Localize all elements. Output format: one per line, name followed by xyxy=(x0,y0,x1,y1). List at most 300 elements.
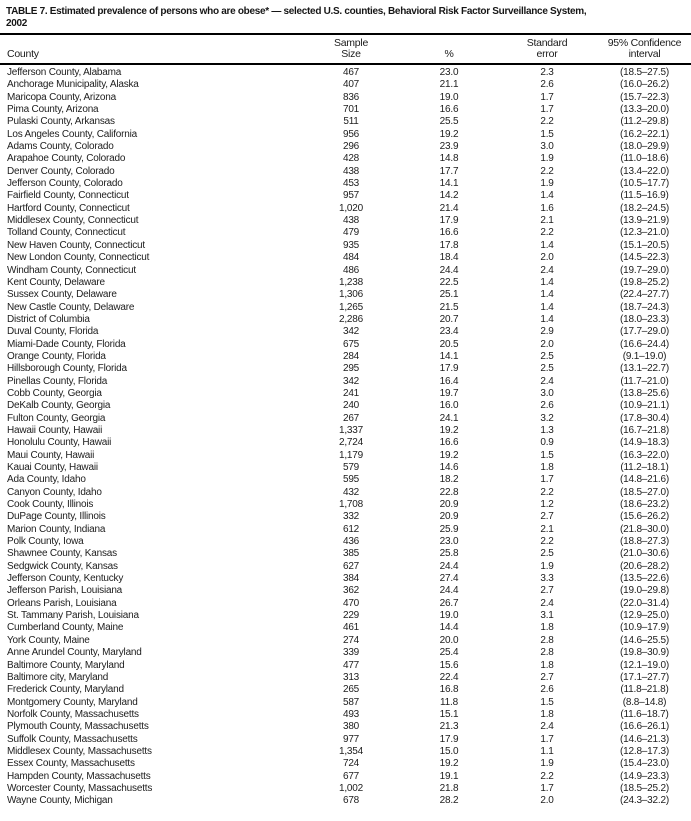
sample-size-cell: 477 xyxy=(342,659,360,671)
confidence-interval-cell: (10.5–17.7) xyxy=(620,178,669,190)
sample-size-cell: 229 xyxy=(342,610,360,622)
table-row xyxy=(0,400,691,412)
percent-cell: 14.4 xyxy=(439,622,459,634)
standard-error-cell: 2.2 xyxy=(540,486,554,498)
table-row xyxy=(0,203,691,215)
standard-error-cell: 2.9 xyxy=(540,326,554,338)
standard-error-cell: 1.4 xyxy=(540,239,554,251)
county-cell: Cook County, Illinois xyxy=(7,499,94,511)
table-title-line1: TABLE 7. Estimated prevalence of persons who are obese* — selected U.S. counties, Behavioral Risk Factor Surveillance System, xyxy=(6,6,587,17)
county-cell: Orange County, Florida xyxy=(7,350,106,362)
percent-cell: 16.8 xyxy=(439,684,459,696)
table-row xyxy=(0,474,691,486)
table-row xyxy=(0,758,691,770)
percent-cell: 19.2 xyxy=(439,449,459,461)
sample-size-cell: 675 xyxy=(342,338,360,350)
table-row xyxy=(0,783,691,795)
county-cell: Jefferson County, Kentucky xyxy=(7,573,124,585)
percent-cell: 24.1 xyxy=(439,412,459,424)
percent-cell: 17.7 xyxy=(439,165,459,177)
table-row xyxy=(0,178,691,190)
standard-error-cell: 2.2 xyxy=(540,770,554,782)
sample-size-cell: 677 xyxy=(342,770,360,782)
standard-error-cell: 2.4 xyxy=(540,264,554,276)
county-cell: New London County, Connecticut xyxy=(7,252,150,264)
table-row xyxy=(0,462,691,474)
county-cell: Hawaii County, Hawaii xyxy=(7,424,103,436)
sample-size-cell: 678 xyxy=(342,795,360,807)
table-row xyxy=(0,104,691,116)
confidence-interval-cell: (21.8–30.0) xyxy=(620,523,669,535)
table-row xyxy=(0,721,691,733)
confidence-interval-cell: (20.6–28.2) xyxy=(620,560,669,572)
table-row xyxy=(0,277,691,289)
county-cell: Pinellas County, Florida xyxy=(7,375,108,387)
percent-cell: 14.1 xyxy=(439,350,459,362)
percent-cell: 20.0 xyxy=(439,634,459,646)
county-cell: Kauai County, Hawaii xyxy=(7,462,98,473)
sample-size-cell: 595 xyxy=(342,474,360,486)
county-cell: New Haven County, Connecticut xyxy=(7,239,145,251)
confidence-interval-cell: (11.0–18.6) xyxy=(620,153,669,165)
confidence-interval-cell: (18.7–24.3) xyxy=(620,301,669,313)
table-row xyxy=(0,647,691,659)
table-row xyxy=(0,129,691,141)
standard-error-cell: 1.5 xyxy=(540,696,554,708)
sample-size-cell: 461 xyxy=(342,622,360,634)
standard-error-column-header: Standard error xyxy=(496,34,598,64)
confidence-interval-cell: (15.6–26.2) xyxy=(620,511,669,523)
standard-error-cell: 2.4 xyxy=(540,597,554,609)
percent-cell: 25.9 xyxy=(439,523,459,535)
sample-size-cell: 484 xyxy=(342,252,360,264)
standard-error-cell: 3.1 xyxy=(540,610,554,622)
sample-size-cell: 342 xyxy=(342,375,360,387)
table-row xyxy=(0,376,691,388)
sample-size-cell: 313 xyxy=(342,671,360,683)
county-cell: Jefferson Parish, Louisiana xyxy=(7,585,123,597)
sample-size-cell: 1,002 xyxy=(338,782,364,794)
confidence-interval-cell: (18.0–29.9) xyxy=(620,141,669,153)
confidence-interval-cell: (11.8–21.8) xyxy=(620,684,669,696)
sample-size-cell: 453 xyxy=(342,178,360,190)
standard-error-cell: 1.2 xyxy=(540,499,554,511)
standard-error-cell: 1.9 xyxy=(540,153,554,165)
standard-error-cell: 2.1 xyxy=(540,215,554,227)
percent-cell: 25.1 xyxy=(439,289,459,301)
county-cell: Jefferson County, Colorado xyxy=(7,178,123,190)
table-row xyxy=(0,153,691,165)
standard-error-cell: 3.0 xyxy=(540,141,554,153)
table-row xyxy=(0,660,691,672)
standard-error-cell: 2.1 xyxy=(540,523,554,535)
county-cell: District of Columbia xyxy=(7,313,90,325)
sample-size-cell: 836 xyxy=(342,91,360,103)
confidence-interval-cell: (16.6–24.4) xyxy=(620,338,669,350)
sample-size-cell: 956 xyxy=(342,128,360,140)
sample-size-cell: 385 xyxy=(342,548,360,560)
standard-error-cell: 3.0 xyxy=(540,387,554,399)
percent-cell: 21.3 xyxy=(439,721,459,733)
table-row xyxy=(0,240,691,252)
table-row xyxy=(0,622,691,634)
standard-error-cell: 1.7 xyxy=(540,474,554,486)
sample-size-cell: 1,708 xyxy=(338,499,364,511)
standard-error-cell: 2.8 xyxy=(540,647,554,659)
county-cell: Essex County, Massachusetts xyxy=(7,758,135,770)
table-row xyxy=(0,548,691,560)
county-cell: DuPage County, Illinois xyxy=(7,511,106,523)
table-row xyxy=(0,289,691,301)
confidence-interval-cell: (13.5–22.6) xyxy=(620,573,669,585)
table-row xyxy=(0,795,691,807)
standard-error-cell: 2.6 xyxy=(540,79,554,91)
county-cell: Norfolk County, Massachusetts xyxy=(7,708,139,720)
percent-cell: 19.2 xyxy=(439,758,459,770)
sample-size-cell: 935 xyxy=(342,239,360,251)
county-cell: Baltimore city, Maryland xyxy=(7,671,109,683)
confidence-interval-cell: (16.3–22.0) xyxy=(620,449,669,461)
standard-error-cell: 2.2 xyxy=(540,165,554,177)
sample-size-cell: 1,265 xyxy=(338,301,364,313)
county-cell: Fulton County, Georgia xyxy=(7,412,106,424)
county-cell: St. Tammany Parish, Louisiana xyxy=(7,610,139,622)
percent-cell: 17.9 xyxy=(439,733,459,745)
percent-cell: 19.2 xyxy=(439,424,459,436)
sample-size-cell: 467 xyxy=(342,67,360,78)
county-cell: Arapahoe County, Colorado xyxy=(7,153,126,165)
confidence-interval-cell: (17.8–30.4) xyxy=(620,412,669,424)
county-cell: Anne Arundel County, Maryland xyxy=(7,647,142,659)
standard-error-cell: 1.4 xyxy=(540,313,554,325)
table-row xyxy=(0,64,691,79)
percent-cell: 23.4 xyxy=(439,326,459,338)
county-cell: Jefferson County, Alabama xyxy=(7,67,122,78)
percent-cell: 26.7 xyxy=(439,597,459,609)
confidence-interval-cell: (11.5–16.9) xyxy=(620,190,669,202)
percent-cell: 21.4 xyxy=(439,202,459,214)
county-cell: Adams County, Colorado xyxy=(7,141,114,153)
percent-cell: 22.4 xyxy=(439,671,459,683)
percent-cell: 16.0 xyxy=(439,400,459,412)
table-body xyxy=(0,64,691,808)
percent-cell: 20.7 xyxy=(439,313,459,325)
confidence-interval-cell: (19.7–29.0) xyxy=(620,264,669,276)
table-row xyxy=(0,709,691,721)
sample-size-cell: 470 xyxy=(342,597,360,609)
confidence-interval-cell: (19.0–29.8) xyxy=(620,585,669,597)
table-row xyxy=(0,437,691,449)
table-row xyxy=(0,339,691,351)
confidence-interval-cell: (14.9–23.3) xyxy=(620,770,669,782)
standard-error-cell: 1.6 xyxy=(540,202,554,214)
confidence-interval-cell: (12.8–17.3) xyxy=(620,745,669,757)
table-row xyxy=(0,771,691,783)
county-cell: Maui County, Hawaii xyxy=(7,449,95,461)
county-cell: Suffolk County, Massachusetts xyxy=(7,733,138,745)
table-row xyxy=(0,79,691,91)
sample-size-cell: 579 xyxy=(342,462,360,473)
county-cell: Pima County, Arizona xyxy=(7,104,99,116)
percent-cell: 16.4 xyxy=(439,375,459,387)
standard-error-cell: 1.7 xyxy=(540,91,554,103)
standard-error-cell: 1.7 xyxy=(540,733,554,745)
standard-error-cell: 1.7 xyxy=(540,782,554,794)
confidence-interval-cell: (12.3–21.0) xyxy=(620,227,669,239)
county-cell: Duval County, Florida xyxy=(7,326,99,338)
standard-error-cell: 2.0 xyxy=(540,252,554,264)
prevalence-table xyxy=(0,33,691,808)
confidence-interval-cell: (24.3–32.2) xyxy=(620,795,669,807)
standard-error-cell: 2.6 xyxy=(540,684,554,696)
county-cell: Marion County, Indiana xyxy=(7,523,106,535)
table-row xyxy=(0,190,691,202)
confidence-interval-cell: (16.0–26.2) xyxy=(620,79,669,91)
county-column-header: County xyxy=(0,34,300,64)
percent-column-header: % xyxy=(402,34,496,64)
confidence-interval-cell: (12.1–19.0) xyxy=(620,659,669,671)
county-cell: Fairfield County, Connecticut xyxy=(7,190,129,202)
table-row xyxy=(0,499,691,511)
percent-cell: 19.1 xyxy=(439,770,459,782)
table-row xyxy=(0,302,691,314)
percent-cell: 21.1 xyxy=(439,79,459,91)
sample-size-cell: 295 xyxy=(342,363,360,375)
confidence-interval-cell: (18.5–27.0) xyxy=(620,486,669,498)
table-row xyxy=(0,734,691,746)
confidence-interval-cell: (11.2–18.1) xyxy=(620,462,669,473)
percent-cell: 15.6 xyxy=(439,659,459,671)
table-row xyxy=(0,511,691,523)
standard-error-cell: 2.7 xyxy=(540,585,554,597)
sample-size-cell: 977 xyxy=(342,733,360,745)
table-row xyxy=(0,672,691,684)
confidence-interval-cell: (11.7–21.0) xyxy=(620,375,669,387)
confidence-interval-cell: (14.6–21.3) xyxy=(620,733,669,745)
standard-error-cell: 2.2 xyxy=(540,116,554,128)
standard-error-cell: 2.4 xyxy=(540,721,554,733)
standard-error-cell: 2.7 xyxy=(540,511,554,523)
confidence-interval-cell: (16.2–22.1) xyxy=(620,128,669,140)
standard-error-cell: 3.3 xyxy=(540,573,554,585)
confidence-interval-cell: (15.4–23.0) xyxy=(620,758,669,770)
percent-cell: 14.8 xyxy=(439,153,459,165)
percent-cell: 14.2 xyxy=(439,190,459,202)
table-row xyxy=(0,326,691,338)
table-row xyxy=(0,425,691,437)
standard-error-cell: 1.1 xyxy=(540,745,554,757)
confidence-interval-cell: (16.7–21.8) xyxy=(620,424,669,436)
county-cell: Windham County, Connecticut xyxy=(7,264,136,276)
county-cell: Pulaski County, Arkansas xyxy=(7,116,115,128)
county-cell: Denver County, Colorado xyxy=(7,165,115,177)
confidence-interval-cell: (9.1–19.0) xyxy=(622,350,667,362)
sample-size-cell: 407 xyxy=(342,79,360,91)
percent-cell: 19.0 xyxy=(439,610,459,622)
confidence-interval-cell: (18.6–23.2) xyxy=(620,499,669,511)
percent-cell: 27.4 xyxy=(439,573,459,585)
sample-size-cell: 2,724 xyxy=(338,437,364,449)
standard-error-cell: 1.8 xyxy=(540,659,554,671)
county-cell: Frederick County, Maryland xyxy=(7,684,124,696)
standard-error-cell: 1.8 xyxy=(540,708,554,720)
table-row xyxy=(0,215,691,227)
table-header xyxy=(0,34,691,64)
confidence-interval-cell: (18.5–25.2) xyxy=(620,782,669,794)
confidence-interval-cell: (22.0–31.4) xyxy=(620,597,669,609)
percent-cell: 17.8 xyxy=(439,239,459,251)
county-cell: Baltimore County, Maryland xyxy=(7,659,125,671)
county-cell: Wayne County, Michigan xyxy=(7,795,113,807)
confidence-interval-cell: (16.6–26.1) xyxy=(620,721,669,733)
sample-size-cell: 339 xyxy=(342,647,360,659)
standard-error-cell: 1.9 xyxy=(540,758,554,770)
county-cell: Plymouth County, Massachusetts xyxy=(7,721,149,733)
confidence-interval-cell: (14.5–22.3) xyxy=(620,252,669,264)
standard-error-cell: 1.4 xyxy=(540,276,554,288)
county-cell: Orleans Parish, Louisiana xyxy=(7,597,117,609)
standard-error-cell: 2.2 xyxy=(540,536,554,548)
percent-cell: 18.4 xyxy=(439,252,459,264)
table-title-line2: 2002 xyxy=(6,18,28,29)
table-row xyxy=(0,524,691,536)
percent-cell: 23.0 xyxy=(439,67,459,78)
table-row xyxy=(0,684,691,696)
confidence-interval-cell: (8.8–14.8) xyxy=(622,696,667,708)
sample-size-cell: 438 xyxy=(342,165,360,177)
standard-error-cell: 3.2 xyxy=(540,412,554,424)
standard-error-cell: 2.2 xyxy=(540,227,554,239)
confidence-interval-cell: (15.1–20.5) xyxy=(620,239,669,251)
sample-size-cell: 701 xyxy=(342,104,360,116)
confidence-interval-cell: (18.0–23.3) xyxy=(620,313,669,325)
confidence-interval-column-header: 95% Confidence interval xyxy=(598,34,691,64)
sample-size-cell: 1,337 xyxy=(338,424,364,436)
table-row xyxy=(0,450,691,462)
sample-size-cell: 274 xyxy=(342,634,360,646)
sample-size-cell: 587 xyxy=(342,696,360,708)
confidence-interval-cell: (10.9–21.1) xyxy=(620,400,669,412)
sample-size-cell: 342 xyxy=(342,326,360,338)
percent-cell: 16.6 xyxy=(439,227,459,239)
sample-size-cell: 627 xyxy=(342,560,360,572)
sample-size-cell: 479 xyxy=(342,227,360,239)
sample-size-cell: 1,238 xyxy=(338,276,364,288)
percent-cell: 21.8 xyxy=(439,782,459,794)
county-cell: Canyon County, Idaho xyxy=(7,486,102,498)
confidence-interval-cell: (13.9–21.9) xyxy=(620,215,669,227)
table-row xyxy=(0,635,691,647)
standard-error-cell: 2.0 xyxy=(540,795,554,807)
percent-cell: 18.2 xyxy=(439,474,459,486)
standard-error-cell: 1.7 xyxy=(540,104,554,116)
county-cell: Sedgwick County, Kansas xyxy=(7,560,118,572)
sample-size-cell: 436 xyxy=(342,536,360,548)
county-cell: New Castle County, Delaware xyxy=(7,301,135,313)
sample-size-cell: 493 xyxy=(342,708,360,720)
percent-cell: 25.4 xyxy=(439,647,459,659)
percent-cell: 11.8 xyxy=(440,696,458,708)
county-cell: Anchorage Municipality, Alaska xyxy=(7,79,139,91)
table-row xyxy=(0,561,691,573)
county-cell: DeKalb County, Georgia xyxy=(7,400,111,412)
county-cell: Sussex County, Delaware xyxy=(7,289,117,301)
table-row xyxy=(0,141,691,153)
county-cell: Polk County, Iowa xyxy=(7,536,84,548)
standard-error-cell: 1.8 xyxy=(540,622,554,634)
sample-size-cell: 241 xyxy=(342,387,360,399)
table-row xyxy=(0,413,691,425)
sample-size-cell: 1,306 xyxy=(338,289,364,301)
confidence-interval-cell: (12.9–25.0) xyxy=(620,610,669,622)
confidence-interval-cell: (17.7–29.0) xyxy=(620,326,669,338)
sample-size-cell: 332 xyxy=(342,511,360,523)
confidence-interval-cell: (13.3–20.0) xyxy=(620,104,669,116)
sample-size-cell: 428 xyxy=(342,153,360,165)
confidence-interval-cell: (19.8–30.9) xyxy=(620,647,669,659)
percent-cell: 16.6 xyxy=(439,437,459,449)
county-cell: Maricopa County, Arizona xyxy=(7,91,116,103)
percent-cell: 28.2 xyxy=(439,795,459,807)
sample-size-cell: 432 xyxy=(342,486,360,498)
percent-cell: 24.4 xyxy=(439,585,459,597)
table-row xyxy=(0,265,691,277)
percent-cell: 21.5 xyxy=(439,301,459,313)
percent-cell: 19.7 xyxy=(439,387,459,399)
county-cell: Shawnee County, Kansas xyxy=(7,548,117,560)
standard-error-cell: 1.4 xyxy=(540,301,554,313)
confidence-interval-cell: (22.4–27.7) xyxy=(620,289,669,301)
standard-error-cell: 2.5 xyxy=(540,548,554,560)
county-cell: Cumberland County, Maine xyxy=(7,622,124,634)
sample-size-cell: 240 xyxy=(342,400,360,412)
county-cell: Ada County, Idaho xyxy=(7,474,86,486)
standard-error-cell: 2.7 xyxy=(540,671,554,683)
sample-size-cell: 1,179 xyxy=(338,449,364,461)
confidence-interval-cell: (18.2–24.5) xyxy=(620,202,669,214)
percent-cell: 16.6 xyxy=(439,104,459,116)
county-cell: Hartford County, Connecticut xyxy=(7,202,130,214)
table-row xyxy=(0,363,691,375)
sample-size-cell: 384 xyxy=(342,573,360,585)
standard-error-cell: 2.4 xyxy=(540,375,554,387)
table-row xyxy=(0,92,691,104)
sample-size-cell: 284 xyxy=(342,350,360,362)
sample-size-cell: 612 xyxy=(342,523,360,535)
standard-error-cell: 1.4 xyxy=(540,190,554,202)
standard-error-cell: 2.3 xyxy=(540,67,554,78)
sample-size-cell: 380 xyxy=(342,721,360,733)
confidence-interval-cell: (13.1–22.7) xyxy=(620,363,669,375)
confidence-interval-cell: (19.8–25.2) xyxy=(620,276,669,288)
standard-error-cell: 1.8 xyxy=(540,462,554,473)
standard-error-cell: 1.9 xyxy=(540,178,554,190)
table-row xyxy=(0,598,691,610)
county-cell: Los Angeles County, California xyxy=(7,128,138,140)
sample-size-cell: 486 xyxy=(342,264,360,276)
percent-cell: 24.4 xyxy=(439,264,459,276)
county-cell: Honolulu County, Hawaii xyxy=(7,437,112,449)
percent-cell: 23.0 xyxy=(439,536,459,548)
standard-error-cell: 2.5 xyxy=(540,363,554,375)
table-row xyxy=(0,314,691,326)
percent-cell: 20.5 xyxy=(439,338,459,350)
confidence-interval-cell: (13.8–25.6) xyxy=(620,387,669,399)
county-cell: Montgomery County, Maryland xyxy=(7,696,138,708)
percent-cell: 15.0 xyxy=(439,745,459,757)
sample-size-cell: 438 xyxy=(342,215,360,227)
table-row xyxy=(0,746,691,758)
